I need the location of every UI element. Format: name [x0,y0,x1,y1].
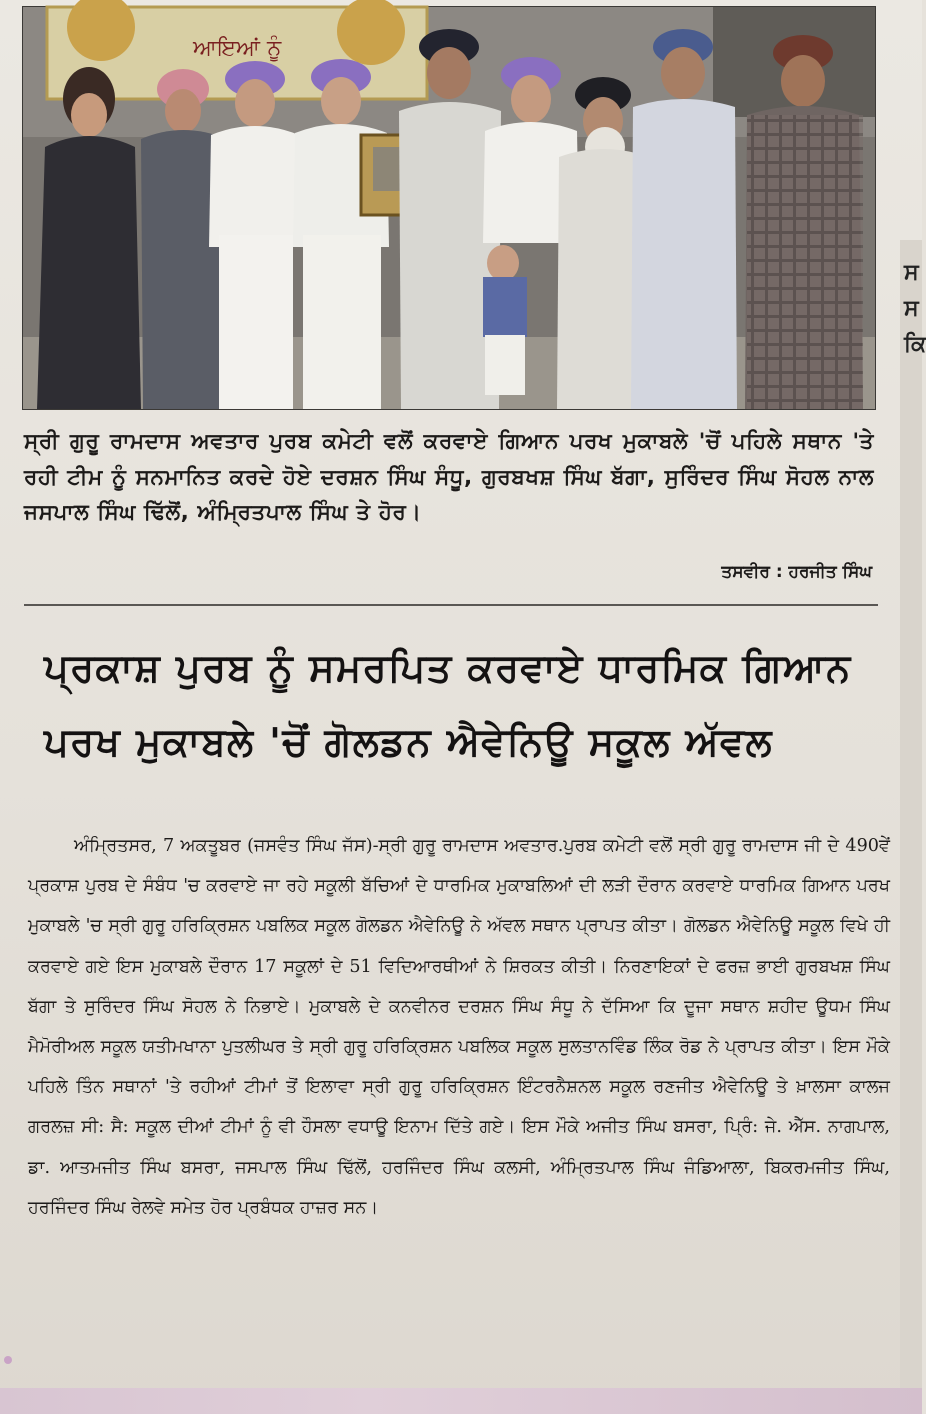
adjacent-column-text-2: ਸ [904,296,919,321]
headline-line-1: ਪ੍ਰਕਾਸ਼ ਪੁਰਬ ਨੂੰ ਸਮਰਪਿਤ ਕਰਵਾਏ ਧਾਰਮਿਕ ਗਿਆਨ [44,646,852,691]
photo-caption: ਸ੍ਰੀ ਗੁਰੂ ਰਾਮਦਾਸ ਅਵਤਾਰ ਪੁਰਬ ਕਮੇਟੀ ਵਲੋਂ ਕਰਵਾਏ ਗਿਆਨ ਪਰਖ ਮੁਕਾਬਲੇ 'ਚੋਂ ਪਹਿਲੇ ਸਥਾਨ 'ਤੇ ਰਹੀ ਟੀਮ ਨੂੰ ਸਨਮਾਨਿਤ ਕਰਦੇ ਹੋਏ ਦਰਸ਼ਨ ਸਿੰਘ ਸੰਧੂ, ਗੁਰਬਖਸ਼ ਸਿੰਘ ਬੱਗਾ, ਸੁਰਿੰਦਰ ਸਿੰਘ ਸੋਹਲ ਨਾਲ ਜਸਪਾਲ ਸਿੰਘ ਢਿੱਲੋਂ, ਅੰਮ੍ਰਿਤਪਾਲ ਸਿੰਘ ਤੇ ਹੋਰ। [24,429,874,525]
adjacent-column-text-3: ਕਿ [904,332,926,357]
banner-text: ਆਇਆਂ ਨੂੰ [193,36,282,61]
news-photo [22,6,876,410]
adjacent-column-edge [900,240,926,1410]
adjacent-column-text-1: ਸ [904,260,919,285]
headline-line-2: ਪਰਖ ਮੁਕਾਬਲੇ 'ਚੋਂ ਗੋਲਡਨ ਐਵੇਨਿਊ ਸਕੂਲ ਅੱਵਲ [44,720,773,765]
page-bottom-edge [0,1388,922,1414]
caption-divider [24,604,878,606]
article-headline [44,632,884,780]
article-body: ਅੰਮ੍ਰਿਤਸਰ, 7 ਅਕਤੂਬਰ (ਜਸਵੰਤ ਸਿੰਘ ਜੱਸ)-ਸ੍ਰੀ ਗੁਰੂ ਰਾਮਦਾਸ ਅਵਤਾਰ.ਪੁਰਬ ਕਮੇਟੀ ਵਲੋਂ ਸ੍ਰੀ ਗੁਰੂ ਰਾਮਦਾਸ ਜੀ ਦੇ 490ਵੇਂ ਪ੍ਰਕਾਸ਼ ਪੁਰਬ ਦੇ ਸੰਬੰਧ 'ਚ ਕਰਵਾਏ ਜਾ ਰਹੇ ਸਕੂਲੀ ਬੱਚਿਆਂ ਦੇ ਧਾਰਮਿਕ ਮੁਕਾਬਲਿਆਂ ਦੀ ਲੜੀ ਦੌਰਾਨ ਕਰਵਾਏ ਧਾਰਮਿਕ ਗਿਆਨ ਪਰਖ ਮੁਕਾਬਲੇ 'ਚ ਸ੍ਰੀ ਗੁਰੂ ਹਰਿਕ੍ਰਿਸ਼ਨ ਪਬਲਿਕ ਸਕੂਲ ਗੋਲਡਨ ਐਵੇਨਿਊ ਨੇ ਅੱਵਲ ਸਥਾਨ ਪ੍ਰਾਪਤ ਕੀਤਾ। ਗੋਲਡਨ ਐਵੇਨਿਊ ਸਕੂਲ ਵਿਖੇ ਹੀ ਕਰਵਾਏ ਗਏ ਇਸ ਮੁਕਾਬਲੇ ਦੌਰਾਨ 17 ਸਕੂਲਾਂ ਦੇ 51 ਵਿਦਿਆਰਥੀਆਂ ਨੇ ਸ਼ਿਰਕਤ ਕੀਤੀ। ਨਿਰਣਾਇਕਾਂ ਦੇ ਫਰਜ਼ ਭਾਈ ਗੁਰਬਖਸ਼ ਸਿੰਘ ਬੱਗਾ ਤੇ ਸੁਰਿੰਦਰ ਸਿੰਘ ਸੋਹਲ ਨੇ ਨਿਭਾਏ। ਮੁਕਾਬਲੇ ਦੇ ਕਨਵੀਨਰ ਦਰਸ਼ਨ ਸਿੰਘ ਸੰਧੂ ਨੇ ਦੱਸਿਆ ਕਿ ਦੂਜਾ ਸਥਾਨ ਸ਼ਹੀਦ ਊਧਮ ਸਿੰਘ ਮੈਮੋਰੀਅਲ ਸਕੂਲ ਯਤੀਮਖਾਨਾ ਪੁਤਲੀਘਰ ਤੇ ਸ੍ਰੀ ਗੁਰੂ ਹਰਿਕ੍ਰਿਸ਼ਨ ਪਬਲਿਕ ਸਕੂਲ ਸੁਲਤਾਨਵਿੰਡ ਲਿੰਕ ਰੋਡ ਨੇ ਪ੍ਰਾਪਤ ਕੀਤਾ। ਇਸ ਮੌਕੇ ਪਹਿਲੇ ਤਿੰਨ ਸਥਾਨਾਂ 'ਤੇ ਰਹੀਆਂ ਟੀਮਾਂ ਤੋਂ ਇਲਾਵਾ ਸ੍ਰੀ ਗੁਰੂ ਹਰਿਕ੍ਰਿਸ਼ਨ ਇੰਟਰਨੈਸ਼ਨਲ ਸਕੂਲ ਰਣਜੀਤ ਐਵੇਨਿਊ ਤੇ ਖ਼ਾਲਸਾ ਕਾਲਜ ਗਰਲਜ਼ ਸੀ: ਸੈ: ਸਕੂਲ ਦੀਆਂ ਟੀਮਾਂ ਨੂੰ ਵੀ ਹੌਸਲਾ ਵਧਾਊ ਇਨਾਮ ਦਿੱਤੇ ਗਏ। ਇਸ ਮੌਕੇ ਅਜੀਤ ਸਿੰਘ ਬਸਰਾ, ਪ੍ਰਿੰ: ਜੇ. ਐੱਸ. ਨਾਗਪਾਲ, ਡਾ. ਆਤਮਜੀਤ ਸਿੰਘ ਬਸਰਾ, ਜਸਪਾਲ ਸਿੰਘ ਢਿੱਲੋਂ, ਹਰਜਿੰਦਰ ਸਿੰਘ ਕਲਸੀ, ਅੰਮ੍ਰਿਤਪਾਲ ਸਿੰਘ ਜੰਡਿਆਲਾ, ਬਿਕਰਮਜੀਤ ਸਿੰਘ, ਹਰਜਿੰਦਰ ਸਿੰਘ ਰੇਲਵੇ ਸਮੇਤ ਹੋਰ ਪ੍ਰਬੰਧਕ ਹਾਜ਼ਰ ਸਨ। [28,836,890,1218]
photo-credit: ਤਸਵੀਰ : ਹਰਜੀਤ ਸਿੰਘ [721,562,872,582]
margin-mark [4,1356,12,1364]
